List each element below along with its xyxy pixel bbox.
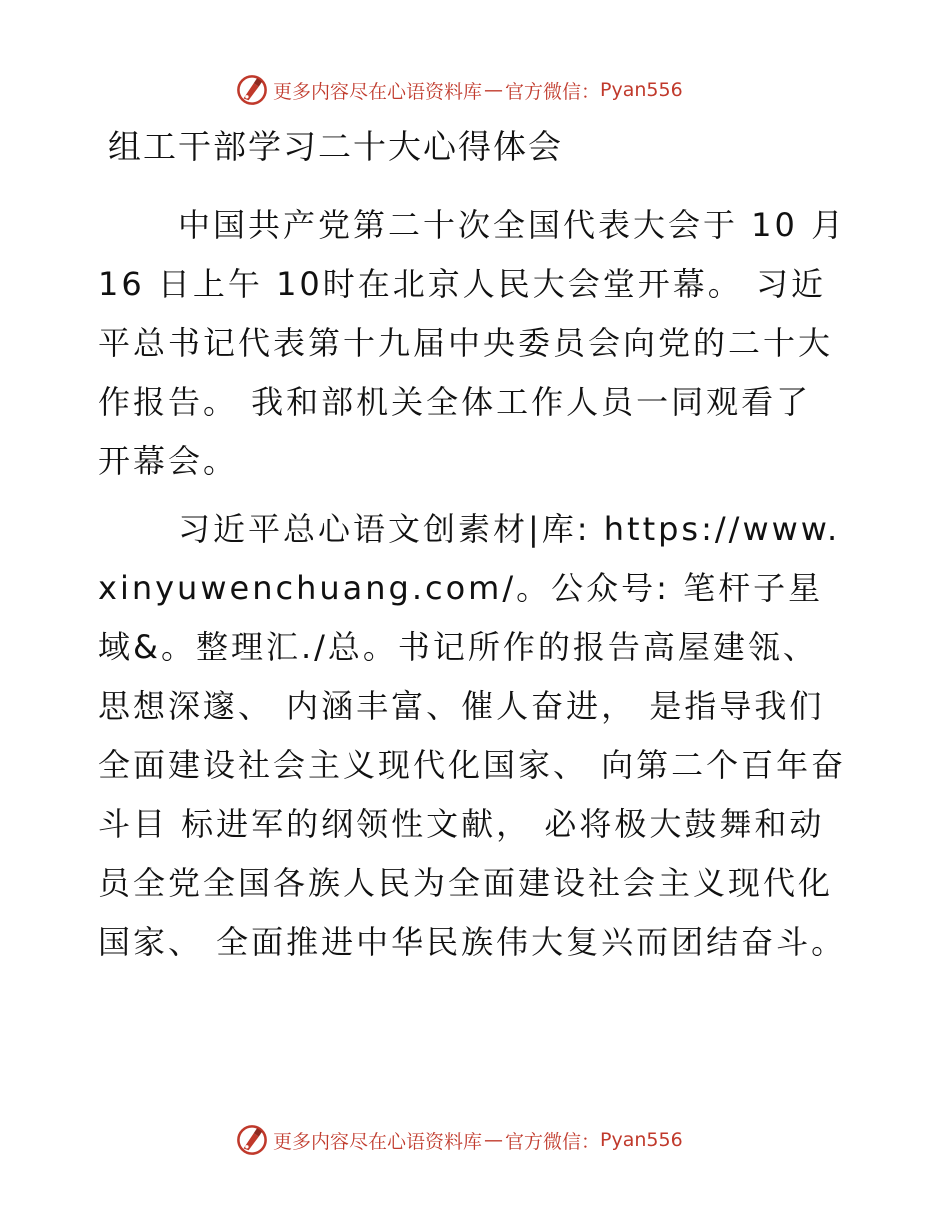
footer-watermark <box>235 1122 755 1158</box>
watermark-text: 更多内容尽在心语资料库 <box>273 1130 483 1153</box>
watermark-dash: — <box>484 79 504 101</box>
header-watermark <box>235 72 755 108</box>
watermark-wechat-id: Pyan556 <box>600 1129 683 1151</box>
paragraph-1: 中国共产党第二十次全国代表大会于 10 月 16 日上午 10时在北京人民大会堂开幕。 习近平总书记代表第十九届中央委员会向党的二十大作报告。 我和部机关全体工作人员一同观看了 开幕会。 <box>98 206 847 480</box>
document-title: 组工干部学习二十大心得体会 <box>108 127 563 166</box>
watermark-official-label: 官方微信： <box>505 80 601 103</box>
watermark-official-label: 官方微信： <box>505 1130 601 1153</box>
pen-nib-logo-icon <box>235 73 269 107</box>
pen-nib-logo-icon <box>235 1123 269 1157</box>
watermark-wechat-id: Pyan556 <box>600 79 683 101</box>
watermark-dash: — <box>484 1129 504 1151</box>
watermark-text: 更多内容尽在心语资料库 <box>273 80 483 103</box>
paragraph-2: 习近平总心语文创素材|库: https://www.xinyuwenchuang.com/。公众号: 笔杆子星域&。整理汇./总。书记所作的报告高屋建瓴、思想深邃、 内涵丰富、催人奋进， 是指导我们全面建设社会主义现代化国家、 向第二个百年奋斗目 标进军的纲领性文献， 必将极大鼓舞和动员全党全国各族人民为全面建设社会主义现代化国家、 全面推进中华民族伟大复兴而团结奋斗。 <box>98 510 847 961</box>
